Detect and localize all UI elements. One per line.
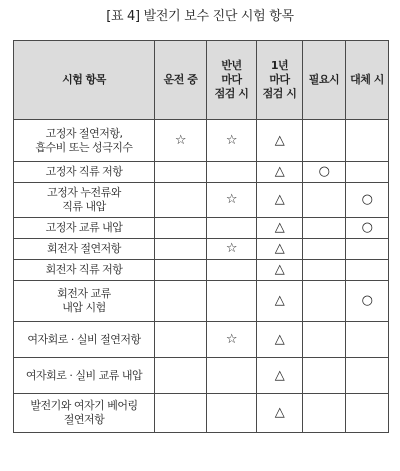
replacement-mark-cell <box>346 260 389 281</box>
test-item-label: 고정자 누전류와 <box>47 186 121 199</box>
table-row <box>14 260 389 281</box>
header-on-replacement <box>346 41 389 120</box>
header-test-item <box>14 41 155 120</box>
test-item-label: 여자회로 · 실비 절연저항 <box>27 332 141 346</box>
as-needed-mark-cell <box>303 162 346 183</box>
annual-mark: △ <box>274 241 285 256</box>
header-as-needed <box>303 41 346 120</box>
annual-mark: △ <box>274 164 285 179</box>
table-row <box>14 281 389 322</box>
replacement-mark-cell <box>346 358 389 394</box>
test-item-label: 흡수비 또는 성극지수 <box>35 140 133 154</box>
test-item-cell <box>14 239 155 260</box>
during-operation-mark-cell <box>155 394 207 433</box>
semiannual-mark-cell <box>207 358 257 394</box>
test-item-cell <box>14 358 155 394</box>
table-body <box>14 120 389 433</box>
during-operation-mark-cell <box>155 281 207 322</box>
test-item-label: 내압 시험 <box>62 301 106 314</box>
table-caption: [표 4] 발전기 보수 진단 시험 항목 <box>106 9 294 24</box>
during-operation-mark: ☆ <box>174 132 187 148</box>
semiannual-mark-cell <box>207 322 257 358</box>
test-item-cell <box>14 394 155 433</box>
test-item-label: 여자회로 · 실비 교류 내압 <box>25 368 143 382</box>
header-line: 운전 중 <box>163 73 198 86</box>
test-item-cell <box>14 218 155 239</box>
header-line: 시험 항목 <box>62 73 106 86</box>
header-line: 반년 <box>221 59 242 72</box>
as-needed-mark-cell <box>303 394 346 433</box>
replacement-mark-cell <box>346 281 389 322</box>
as-needed-mark-cell <box>303 281 346 322</box>
as-needed-mark-cell <box>303 218 346 239</box>
test-item-cell <box>14 260 155 281</box>
replacement-mark-cell <box>346 183 389 218</box>
test-item-cell <box>14 120 155 162</box>
annual-mark: △ <box>274 192 285 207</box>
header-line: 점검 시 <box>262 87 297 100</box>
annual-mark-cell <box>257 239 303 260</box>
semiannual-mark-cell <box>207 120 257 162</box>
replacement-mark-cell <box>346 322 389 358</box>
table-row <box>14 120 389 162</box>
semiannual-mark: ☆ <box>225 241 238 256</box>
annual-mark: △ <box>274 331 285 347</box>
annual-mark: △ <box>274 405 285 420</box>
header-line: 마다 <box>221 73 242 86</box>
annual-mark-cell <box>257 120 303 162</box>
table-row <box>14 322 389 358</box>
test-item-label: 회전자 교류 <box>57 287 111 300</box>
annual-mark-cell <box>257 281 303 322</box>
table-row <box>14 394 389 433</box>
header-line: 1년 <box>270 59 289 72</box>
during-operation-mark-cell <box>155 239 207 260</box>
during-operation-mark-cell <box>155 260 207 281</box>
test-item-label: 절연저항 <box>63 413 105 426</box>
replacement-mark-cell <box>346 239 389 260</box>
as-needed-mark: ○ <box>318 164 330 179</box>
table-row <box>14 358 389 394</box>
table-row <box>14 162 389 183</box>
test-item-label: 직류 내압 <box>62 200 106 213</box>
header-row <box>14 41 389 120</box>
header-line: 대체 시 <box>350 73 384 86</box>
during-operation-mark-cell <box>155 162 207 183</box>
during-operation-mark-cell <box>155 218 207 239</box>
semiannual-mark: ☆ <box>225 331 238 347</box>
replacement-mark-cell <box>346 120 389 162</box>
semiannual-mark-cell <box>207 281 257 322</box>
annual-mark-cell <box>257 260 303 281</box>
during-operation-mark-cell <box>155 120 207 162</box>
semiannual-mark-cell <box>207 162 257 183</box>
annual-mark: △ <box>274 132 285 148</box>
semiannual-mark: ☆ <box>225 192 238 207</box>
semiannual-mark-cell <box>207 183 257 218</box>
replacement-mark-cell <box>346 162 389 183</box>
annual-mark: △ <box>274 262 285 277</box>
test-item-label: 고정자 직류 저항 <box>45 165 123 178</box>
test-item-label: 발전기와 여자기 베어링 <box>30 399 138 412</box>
annual-mark: △ <box>274 220 285 235</box>
annual-mark: △ <box>274 293 285 308</box>
annual-mark: △ <box>274 367 285 383</box>
test-item-cell <box>14 183 155 218</box>
during-operation-mark-cell <box>155 322 207 358</box>
table-row <box>14 239 389 260</box>
test-item-cell <box>14 281 155 322</box>
replacement-mark: ○ <box>361 192 373 207</box>
during-operation-mark-cell <box>155 183 207 218</box>
inspection-items-table <box>13 40 389 433</box>
annual-mark-cell <box>257 218 303 239</box>
annual-mark-cell <box>257 394 303 433</box>
annual-mark-cell <box>257 183 303 218</box>
header-line: 점검 시 <box>214 87 249 100</box>
as-needed-mark-cell <box>303 239 346 260</box>
header-semiannual-inspection <box>207 41 257 120</box>
header-line: 필요시 <box>308 73 340 86</box>
test-item-label: 고정자 절연저항, <box>45 126 123 140</box>
semiannual-mark-cell <box>207 260 257 281</box>
annual-mark-cell <box>257 162 303 183</box>
replacement-mark: ○ <box>361 220 373 235</box>
test-item-label: 회전자 절연저항 <box>47 242 121 255</box>
annual-mark-cell <box>257 358 303 394</box>
semiannual-mark: ☆ <box>225 132 238 148</box>
semiannual-mark-cell <box>207 394 257 433</box>
replacement-mark: ○ <box>361 293 373 308</box>
as-needed-mark-cell <box>303 260 346 281</box>
test-item-cell <box>14 322 155 358</box>
test-item-label: 회전자 직류 저항 <box>45 263 123 276</box>
during-operation-mark-cell <box>155 358 207 394</box>
as-needed-mark-cell <box>303 183 346 218</box>
header-line: 마다 <box>269 73 290 86</box>
table-row <box>14 218 389 239</box>
header-annual-inspection <box>257 41 303 120</box>
table-row <box>14 183 389 218</box>
as-needed-mark-cell <box>303 120 346 162</box>
header-during-operation <box>155 41 207 120</box>
test-item-cell <box>14 162 155 183</box>
semiannual-mark-cell <box>207 239 257 260</box>
replacement-mark-cell <box>346 218 389 239</box>
as-needed-mark-cell <box>303 322 346 358</box>
semiannual-mark-cell <box>207 218 257 239</box>
annual-mark-cell <box>257 322 303 358</box>
as-needed-mark-cell <box>303 358 346 394</box>
replacement-mark-cell <box>346 394 389 433</box>
test-item-label: 고정자 교류 내압 <box>45 221 123 234</box>
